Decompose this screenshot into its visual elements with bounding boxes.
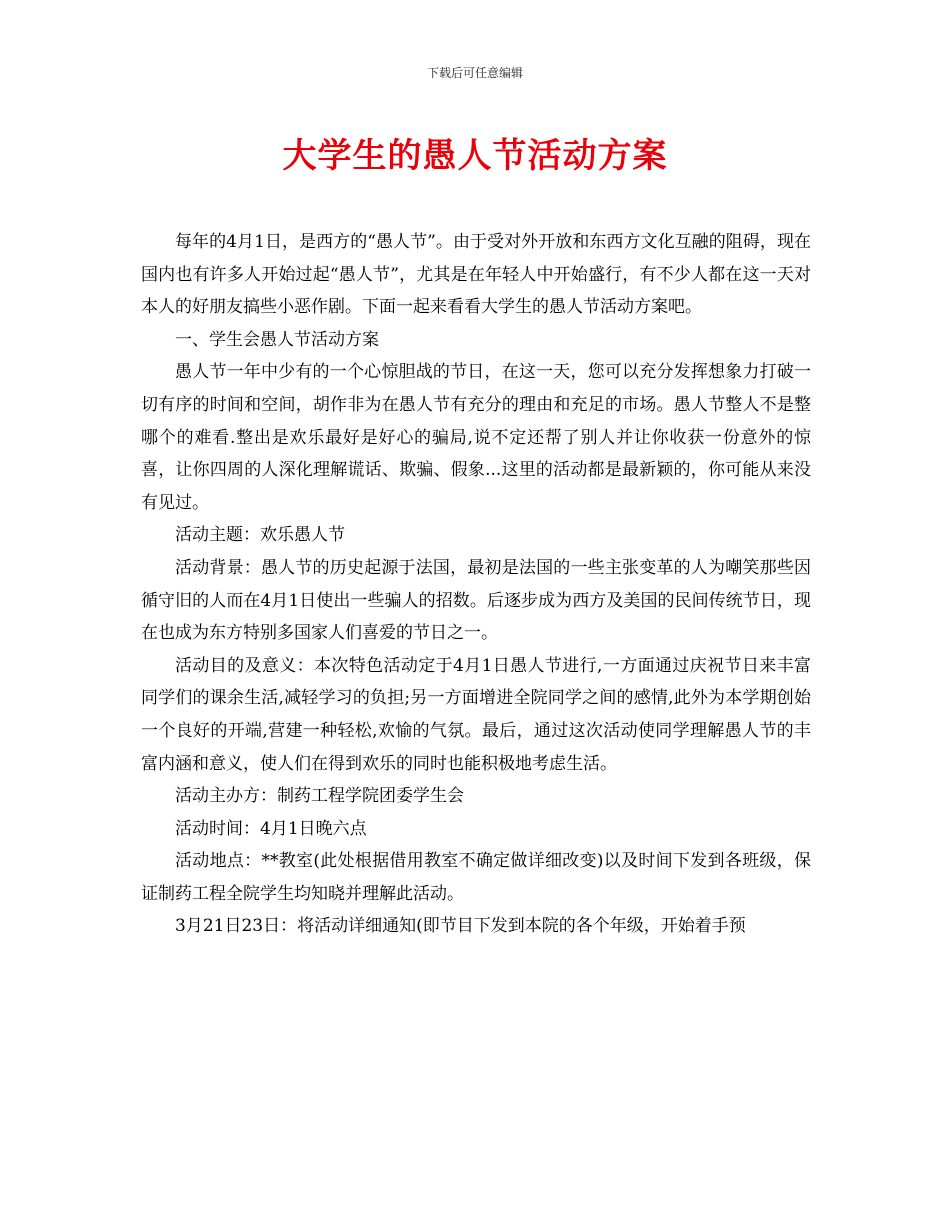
section-heading-1: 一、学生会愚人节活动方案	[175, 329, 379, 350]
page-header-note: 下载后可任意编辑	[426, 66, 523, 80]
paragraph-theme: 活动主题：欢乐愚人节	[175, 525, 345, 546]
paragraph-schedule: 3月21日23日：将活动详细通知(即节目下发到本院的各个年级，开始着手预	[175, 916, 746, 937]
paragraph-intro: 每年的4月1日，是西方的“愚人节”。由于受对外开放和东西方文化互融的阻碍，现在国内也有许多人开始过起“愚人节”，尤其是在年轻人中开始盛行，有不少人都在这一天对本人的好朋友搞些小恶作剧。下面一起来看看大学生的愚人节活动方案吧。	[141, 232, 811, 318]
paragraph-location: 活动地点：**教室(此处根据借用教室不确定做详细改变)以及时间下发到各班级，保证制药工程全院学生均知晓并理解此活动。	[141, 851, 811, 904]
paragraph-purpose: 活动目的及意义：本次特色活动定于4月1日愚人节进行,一方面通过庆祝节日来丰富同学们的课余生活,减轻学习的负担;另一方面增进全院同学之间的感情,此外为本学期创始一个良好的开端,营建一种轻松,欢愉的气氛。最后，通过这次活动使同学理解愚人节的丰富内涵和意义，使人们在得到欢乐的同时也能积极地考虑生活。	[141, 655, 811, 774]
paragraph-time: 活动时间：4月1日晚六点	[175, 818, 367, 839]
paragraph-description: 愚人节一年中少有的一个心惊胆战的节日，在这一天，您可以充分发挥想象力打破一切有序的时间和空间，胡作非为在愚人节有充分的理由和充足的市场。愚人节整人不是整哪个的难看.整出是欢乐最好是好心的骗局,说不定还帮了别人并让你收获一份意外的惊喜，让你四周的人深化理解谎话、欺骗、假象...这里的活动都是最新颖的，你可能从来没有见过。	[141, 362, 811, 513]
paragraph-organizer: 活动主办方：制药工程学院团委学生会	[175, 786, 464, 807]
paragraph-background: 活动背景：愚人节的历史起源于法国，最初是法国的一些主张变革的人为嘲笑那些因循守旧的人而在4月1日使出一些骗人的招数。后逐步成为西方及美国的民间传统节日，现在也成为东方特别多国家人们喜爱的节日之一。	[141, 557, 811, 644]
document-title: 大学生的愚人节活动方案	[282, 136, 668, 176]
document-body	[141, 226, 811, 943]
